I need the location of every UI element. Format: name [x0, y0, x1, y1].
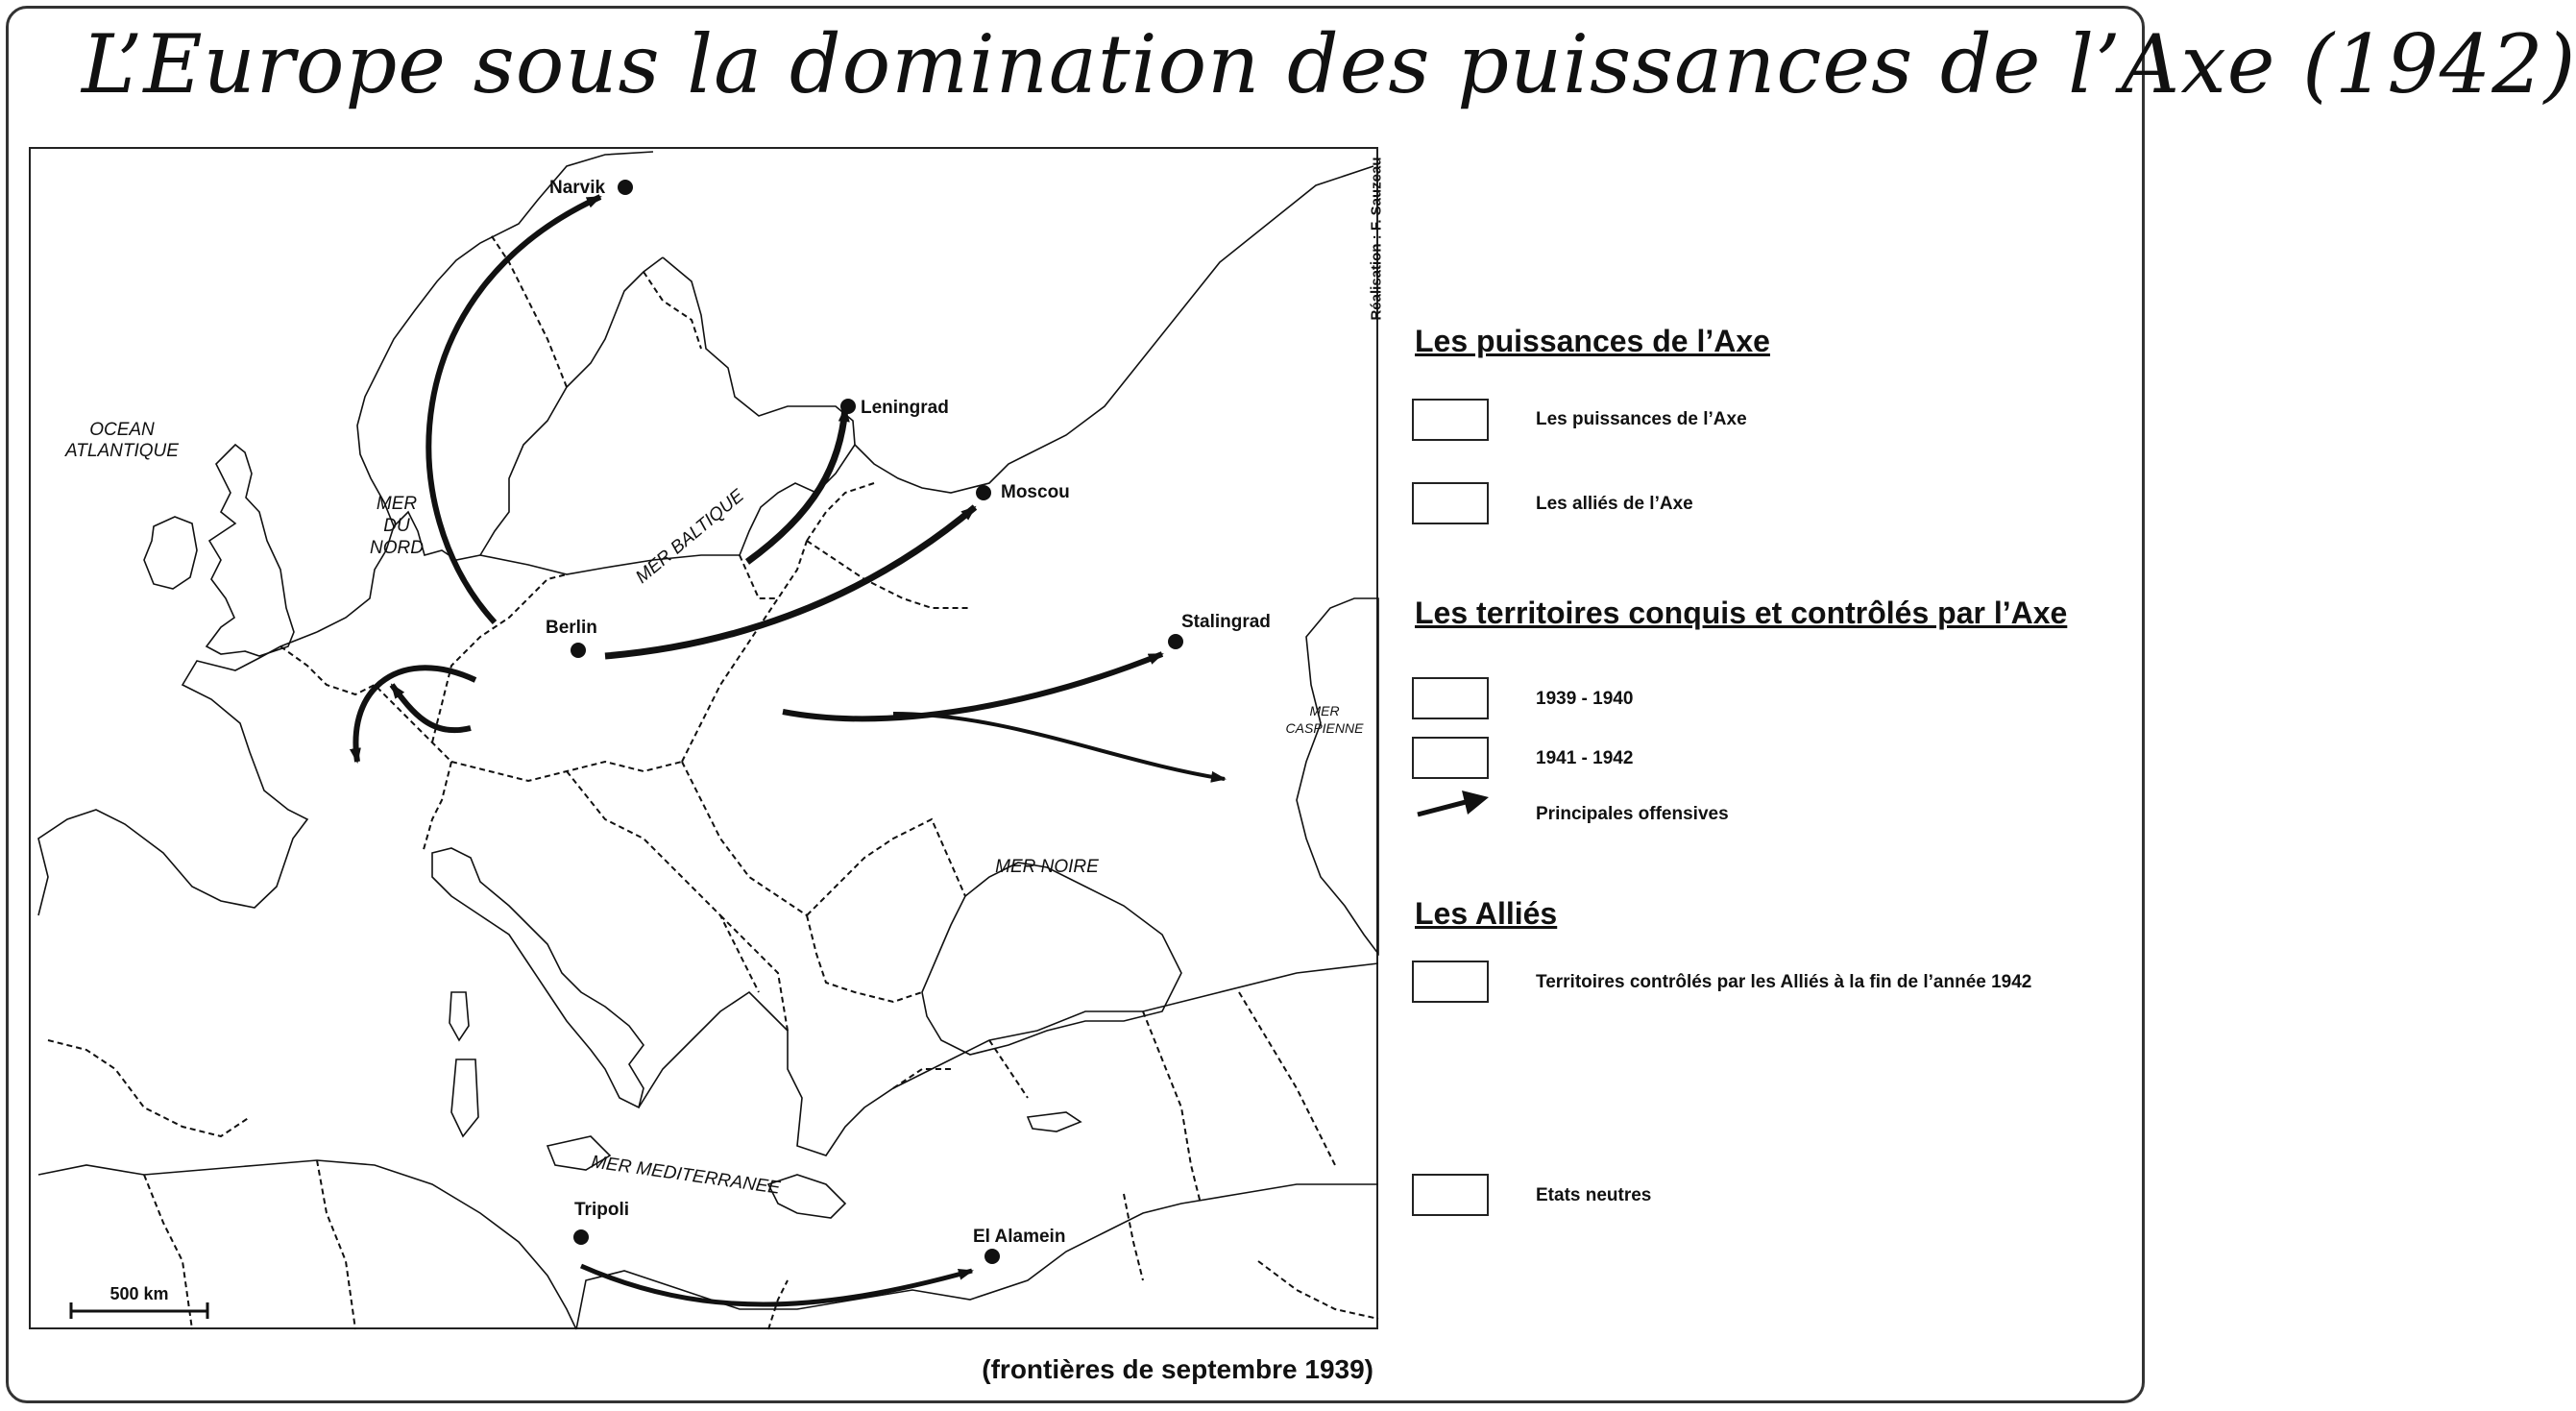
map-border — [30, 148, 1377, 1328]
city-dot-leningrad — [840, 399, 856, 414]
map-title: L’Europe sous la domination des puissances de l’Axe (1942) — [82, 17, 2576, 111]
sea-label-nord-2: DU — [383, 516, 410, 536]
city-dot-el-alamein — [984, 1249, 1000, 1264]
legend-swatch-neutres — [1412, 1174, 1489, 1216]
legend-label-neutres: Etats neutres — [1536, 1185, 1652, 1205]
city-label-narvik: Narvik — [549, 178, 606, 198]
city-dot-berlin — [571, 643, 586, 658]
city-dot-tripoli — [573, 1229, 589, 1245]
map-credit — [1362, 154, 1391, 336]
legend-label-puissances: Les puissances de l’Axe — [1536, 409, 1747, 429]
legend-label-allies-axe: Les alliés de l’Axe — [1536, 494, 1693, 514]
legend-label-1939: 1939 - 1940 — [1536, 689, 1634, 709]
scale-label: 500 km — [109, 1284, 169, 1303]
legend-swatch-1939 — [1412, 677, 1489, 719]
sea-label-atlantic-1: OCEAN — [89, 420, 155, 440]
city-label-leningrad: Leningrad — [861, 398, 949, 418]
sea-label-caspienne-2: CASPIENNE — [1285, 720, 1364, 736]
legend-heading-axe: Les puissances de l’Axe — [1415, 324, 1770, 358]
map-footer-note: (frontières de septembre 1939) — [982, 1354, 1373, 1384]
city-label-berlin: Berlin — [546, 618, 597, 638]
sea-label-nord-1: MER — [376, 494, 418, 514]
city-label-moscou: Moscou — [1001, 482, 1070, 502]
legend-label-1941: 1941 - 1942 — [1536, 748, 1634, 768]
sea-label-baltique: MER BALTIQUE — [632, 485, 748, 588]
legend-label-allies-ctrl: Territoires contrôlés par les Alliés à la fin de l’année 1942 — [1536, 972, 2032, 992]
city-label-el-alamein: El Alamein — [973, 1227, 1066, 1247]
sea-label-noire: MER NOIRE — [995, 857, 1099, 877]
city-label-tripoli: Tripoli — [574, 1200, 629, 1220]
city-dot-moscou — [976, 485, 991, 500]
city-dot-stalingrad — [1168, 634, 1183, 649]
legend-heading-territoires: Les territoires conquis et contrôlés par l’Axe — [1415, 596, 2068, 630]
sea-label-mediterranee: MER MEDITERRANEE — [590, 1152, 782, 1199]
map-credit-text: Réalisation : F. Sauzeau — [1368, 157, 1385, 321]
city-dot-narvik — [618, 180, 633, 195]
sea-label-nord-3: NORD — [370, 538, 424, 558]
map-legend — [1412, 317, 2123, 1239]
city-label-stalingrad: Stalingrad — [1181, 612, 1271, 632]
legend-swatch-1941 — [1412, 737, 1489, 779]
legend-label-offensives: Principales offensives — [1536, 804, 1729, 824]
sea-label-atlantic-2: ATLANTIQUE — [65, 441, 179, 461]
legend-heading-allies: Les Alliés — [1415, 896, 1558, 931]
legend-swatch-allies-ctrl — [1412, 961, 1489, 1003]
legend-arrow-icon — [1416, 788, 1491, 822]
legend-swatch-allies-axe — [1412, 482, 1489, 524]
sea-label-caspienne-1: MER — [1309, 703, 1340, 718]
europe-map — [29, 147, 1378, 1329]
legend-swatch-puissances — [1412, 399, 1489, 441]
